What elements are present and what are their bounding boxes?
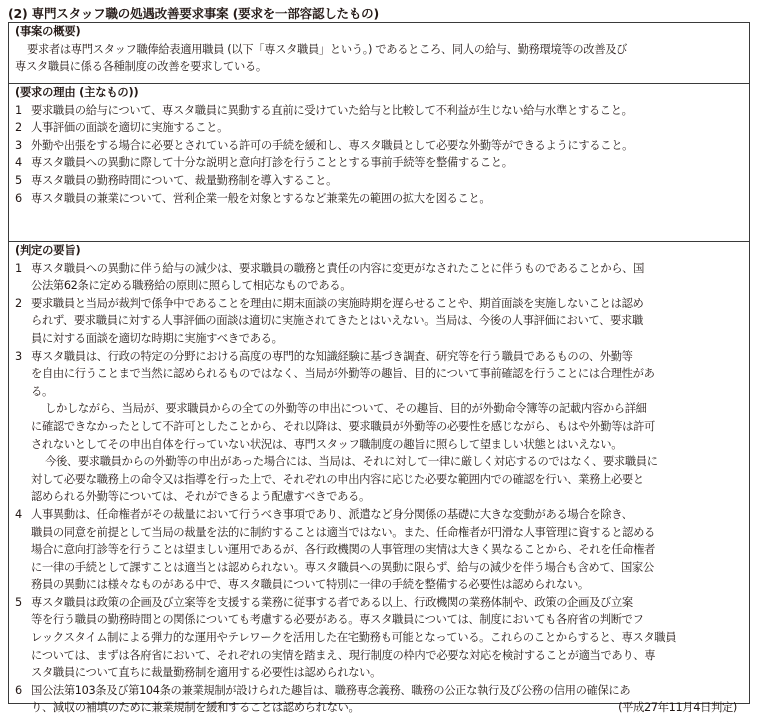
judgment-line: [15, 682, 743, 700]
overview-section: [9, 23, 749, 84]
judgment-text: 場合に意向打診等を行うことは望ましい運用であるが、各行政機関の人事管理の実情は大きく異なることから、それを任命権者: [31, 543, 655, 557]
judgment-text: る。: [31, 384, 53, 398]
judgment-text: 員に対する面談を適切な時期に実施すべきである。: [31, 331, 283, 345]
judgment-line: [15, 260, 743, 278]
judgment-line: [15, 383, 743, 401]
reason-text: 専スタ職員の兼業について、営利企業一般を対象とするなど兼業先の範囲の拡大を図ること。: [31, 191, 491, 205]
case-box: [8, 22, 750, 715]
section-title: (2) 専門スタッフ職の処遇改善要求事案 (要求を一部容認したもの): [8, 6, 379, 21]
reason-number: 5: [15, 173, 22, 187]
judgment-line: [15, 471, 743, 489]
judgment-text: 専スタ職員は政策の企画及び立案等を支援する業務に従事する者である以上、行政機関の業務体制や、政策の企画及び立案: [31, 595, 633, 609]
judgment-line: [15, 488, 743, 506]
reasons-section: [9, 84, 749, 242]
reason-item: [15, 172, 743, 190]
overview-line: 要求者は専門スタッフ職俸給表適用職員 (以下「専スタ職員」という。) であるところ、同人の給与、勤務環境等の改善及び: [27, 42, 628, 56]
judgment-line: [15, 611, 743, 629]
judgment-line: [15, 699, 743, 717]
judgment-text: しかしながら、当局が、要求職員からの全ての外勤等の申出について、その趣旨、目的が外勤命令簿等の記載内容から詳細: [45, 402, 647, 416]
judgment-text: り、減収の補填のために兼業規制を緩和することは認められない。: [31, 701, 360, 715]
judgment-line: [15, 506, 743, 524]
judgment-text: 対して必要な職務上の命令又は指導を行った上で、それぞれの申出内容に応じた必要な範囲内での確認を行い、業務上必要と: [31, 472, 644, 486]
judgment-text: 公法第62条に定める職務給の原則に照らして相応なものである。: [31, 279, 352, 293]
judgment-text: 認められる外勤等については、それができるよう配慮すべきである。: [31, 490, 370, 504]
judgment-heading: (判定の要旨): [15, 244, 81, 257]
reason-number: 6: [15, 191, 22, 205]
judgment-text: 人事異動は、任命権者がその裁量において行うべき事項であり、派遣など身分関係の基礎に大きな変動がある場合を除き、: [31, 507, 633, 521]
reason-item: [15, 102, 743, 120]
judgment-line: [15, 647, 743, 665]
judgment-number: 1: [15, 261, 22, 275]
reason-text: 外勤や出張をする場合に必要とされている許可の手続を緩和し、専スタ職員として必要な外勤等ができるようにすること。: [31, 138, 634, 152]
judgment-list: [15, 260, 743, 717]
judgment-line: [15, 576, 743, 594]
judgment-number: 5: [15, 595, 22, 609]
judgment-text: 専スタ職員への異動に伴う給与の減少は、要求職員の職務と責任の内容に変更がなされたことに伴うものであることから、国: [31, 261, 645, 275]
reason-item: [15, 190, 743, 208]
reason-text: 専スタ職員の勤務時間について、裁量勤務制を導入すること。: [31, 173, 338, 187]
judgment-text: られず、要求職員に対する人事評価の面談は適切に実施されてきたとはいえない。当局は、今後の人事評価において、要求職: [31, 314, 643, 328]
judgment-text: 今後、要求職員からの外勤等の申出があった場合には、当局は、それに対して一律に厳しく対応するのではなく、要求職員に: [45, 455, 658, 469]
judgment-number: 2: [15, 296, 22, 310]
judgment-line: [15, 330, 743, 348]
judgment-date: (平成27年11月4日判定): [618, 701, 737, 715]
judgment-line: [15, 295, 743, 313]
reason-number: 1: [15, 103, 22, 117]
overview-heading: (事案の概要): [15, 25, 81, 38]
reason-text: 専スタ職員への異動に際して十分な説明と意向打診を行うこととする事前手続等を整備すること。: [31, 156, 513, 170]
reason-text: 要求職員の給与について、専スタ職員に異動する直前に受けていた給与と比較して不利益が生じない給与水準とすること。: [31, 103, 633, 117]
reason-text: 人事評価の面談を適切に実施すること。: [31, 121, 229, 135]
judgment-text: に一律の手続として課すことは適当とは認められない。専スタ職員への異動に限らず、給与の減少を伴う場合も含めて、国家公: [31, 560, 654, 574]
reason-item: [15, 137, 743, 155]
judgment-line: [15, 365, 743, 383]
judgment-line: [15, 400, 743, 418]
judgment-text: 務員の異動には様々なものがある中で、専スタ職員について特別に一律の手続を整備する必要性は認められない。: [31, 578, 589, 592]
judgment-text: 職員の同意を前提として当局の裁量を法的に制約することは適当ではない。また、任命権者が円滑な人事管理に資すると認める: [31, 525, 655, 539]
judgment-text: 等を行う職員の勤務時間との関係についても考慮する必要がある。専スタ職員については、制度においても各府省の判断でフ: [31, 613, 644, 627]
reason-item: [15, 119, 743, 137]
reasons-heading: (要求の理由 (主なもの)): [15, 86, 139, 99]
judgment-text: に確認できなかったとして不許可としたことから、それ以降は、要求職員が外勤等の必要性を感じながら、もはや外勤等は許可: [31, 419, 655, 433]
judgment-number: 6: [15, 683, 22, 697]
reasons-list: [15, 102, 743, 208]
judgment-line: [15, 594, 743, 612]
judgment-line: [15, 418, 743, 436]
judgment-line: [15, 312, 743, 330]
judgment-text: されないとしてその申出自体を行っていない状況は、専門スタッフ職制度の趣旨に照らして望ましい状態とはいえない。: [31, 437, 623, 451]
judgment-section: [9, 242, 749, 715]
judgment-line: [15, 436, 743, 454]
reason-number: 2: [15, 121, 22, 135]
judgment-line: [15, 559, 743, 577]
judgment-line: [15, 348, 743, 366]
judgment-text: 国公法第103条及び第104条の兼業規制が設けられた趣旨は、職務専念義務、職務の公正な執行及び公務の信用の確保にあ: [31, 683, 631, 697]
judgment-line: [15, 277, 743, 295]
judgment-text: については、まずは各府省において、それぞれの実情を踏まえ、現行制度の枠内で必要な対応を検討することが適当であり、専: [31, 648, 656, 662]
judgment-text: スタ職員について直ちに裁量勤務制を適用する必要性は認められない。: [31, 666, 382, 680]
reason-number: 3: [15, 138, 22, 152]
judgment-line: [15, 541, 743, 559]
judgment-text: レックスタイム制による弾力的な運用やテレワークを活用した在宅勤務も可能となっている。これらのことからすると、専スタ職員: [31, 631, 677, 645]
judgment-line: [15, 453, 743, 471]
reason-item: [15, 154, 743, 172]
judgment-line: [15, 629, 743, 647]
judgment-text: 要求職員と当局が裁判で係争中であることを理由に期末面談の実施時期を遅らせることや、期首面談を実施しないことは認め: [31, 296, 644, 310]
judgment-number: 3: [15, 349, 22, 363]
judgment-number: 4: [15, 507, 22, 521]
judgment-text: を自由に行うことまで当然に認められるものではなく、当局が外勤等の趣旨、目的について事前確認を行うことには合理性があ: [31, 367, 655, 381]
judgment-text: 専スタ職員は、行政の特定の分野における高度の専門的な知識経験に基づき調査、研究等を行う職員であるものの、外勤等: [31, 349, 633, 363]
judgment-line: [15, 524, 743, 542]
reason-number: 4: [15, 156, 22, 170]
overview-line: 専スタ職員に係る各種制度の改善を要求している。: [15, 60, 267, 74]
judgment-line: [15, 664, 743, 682]
